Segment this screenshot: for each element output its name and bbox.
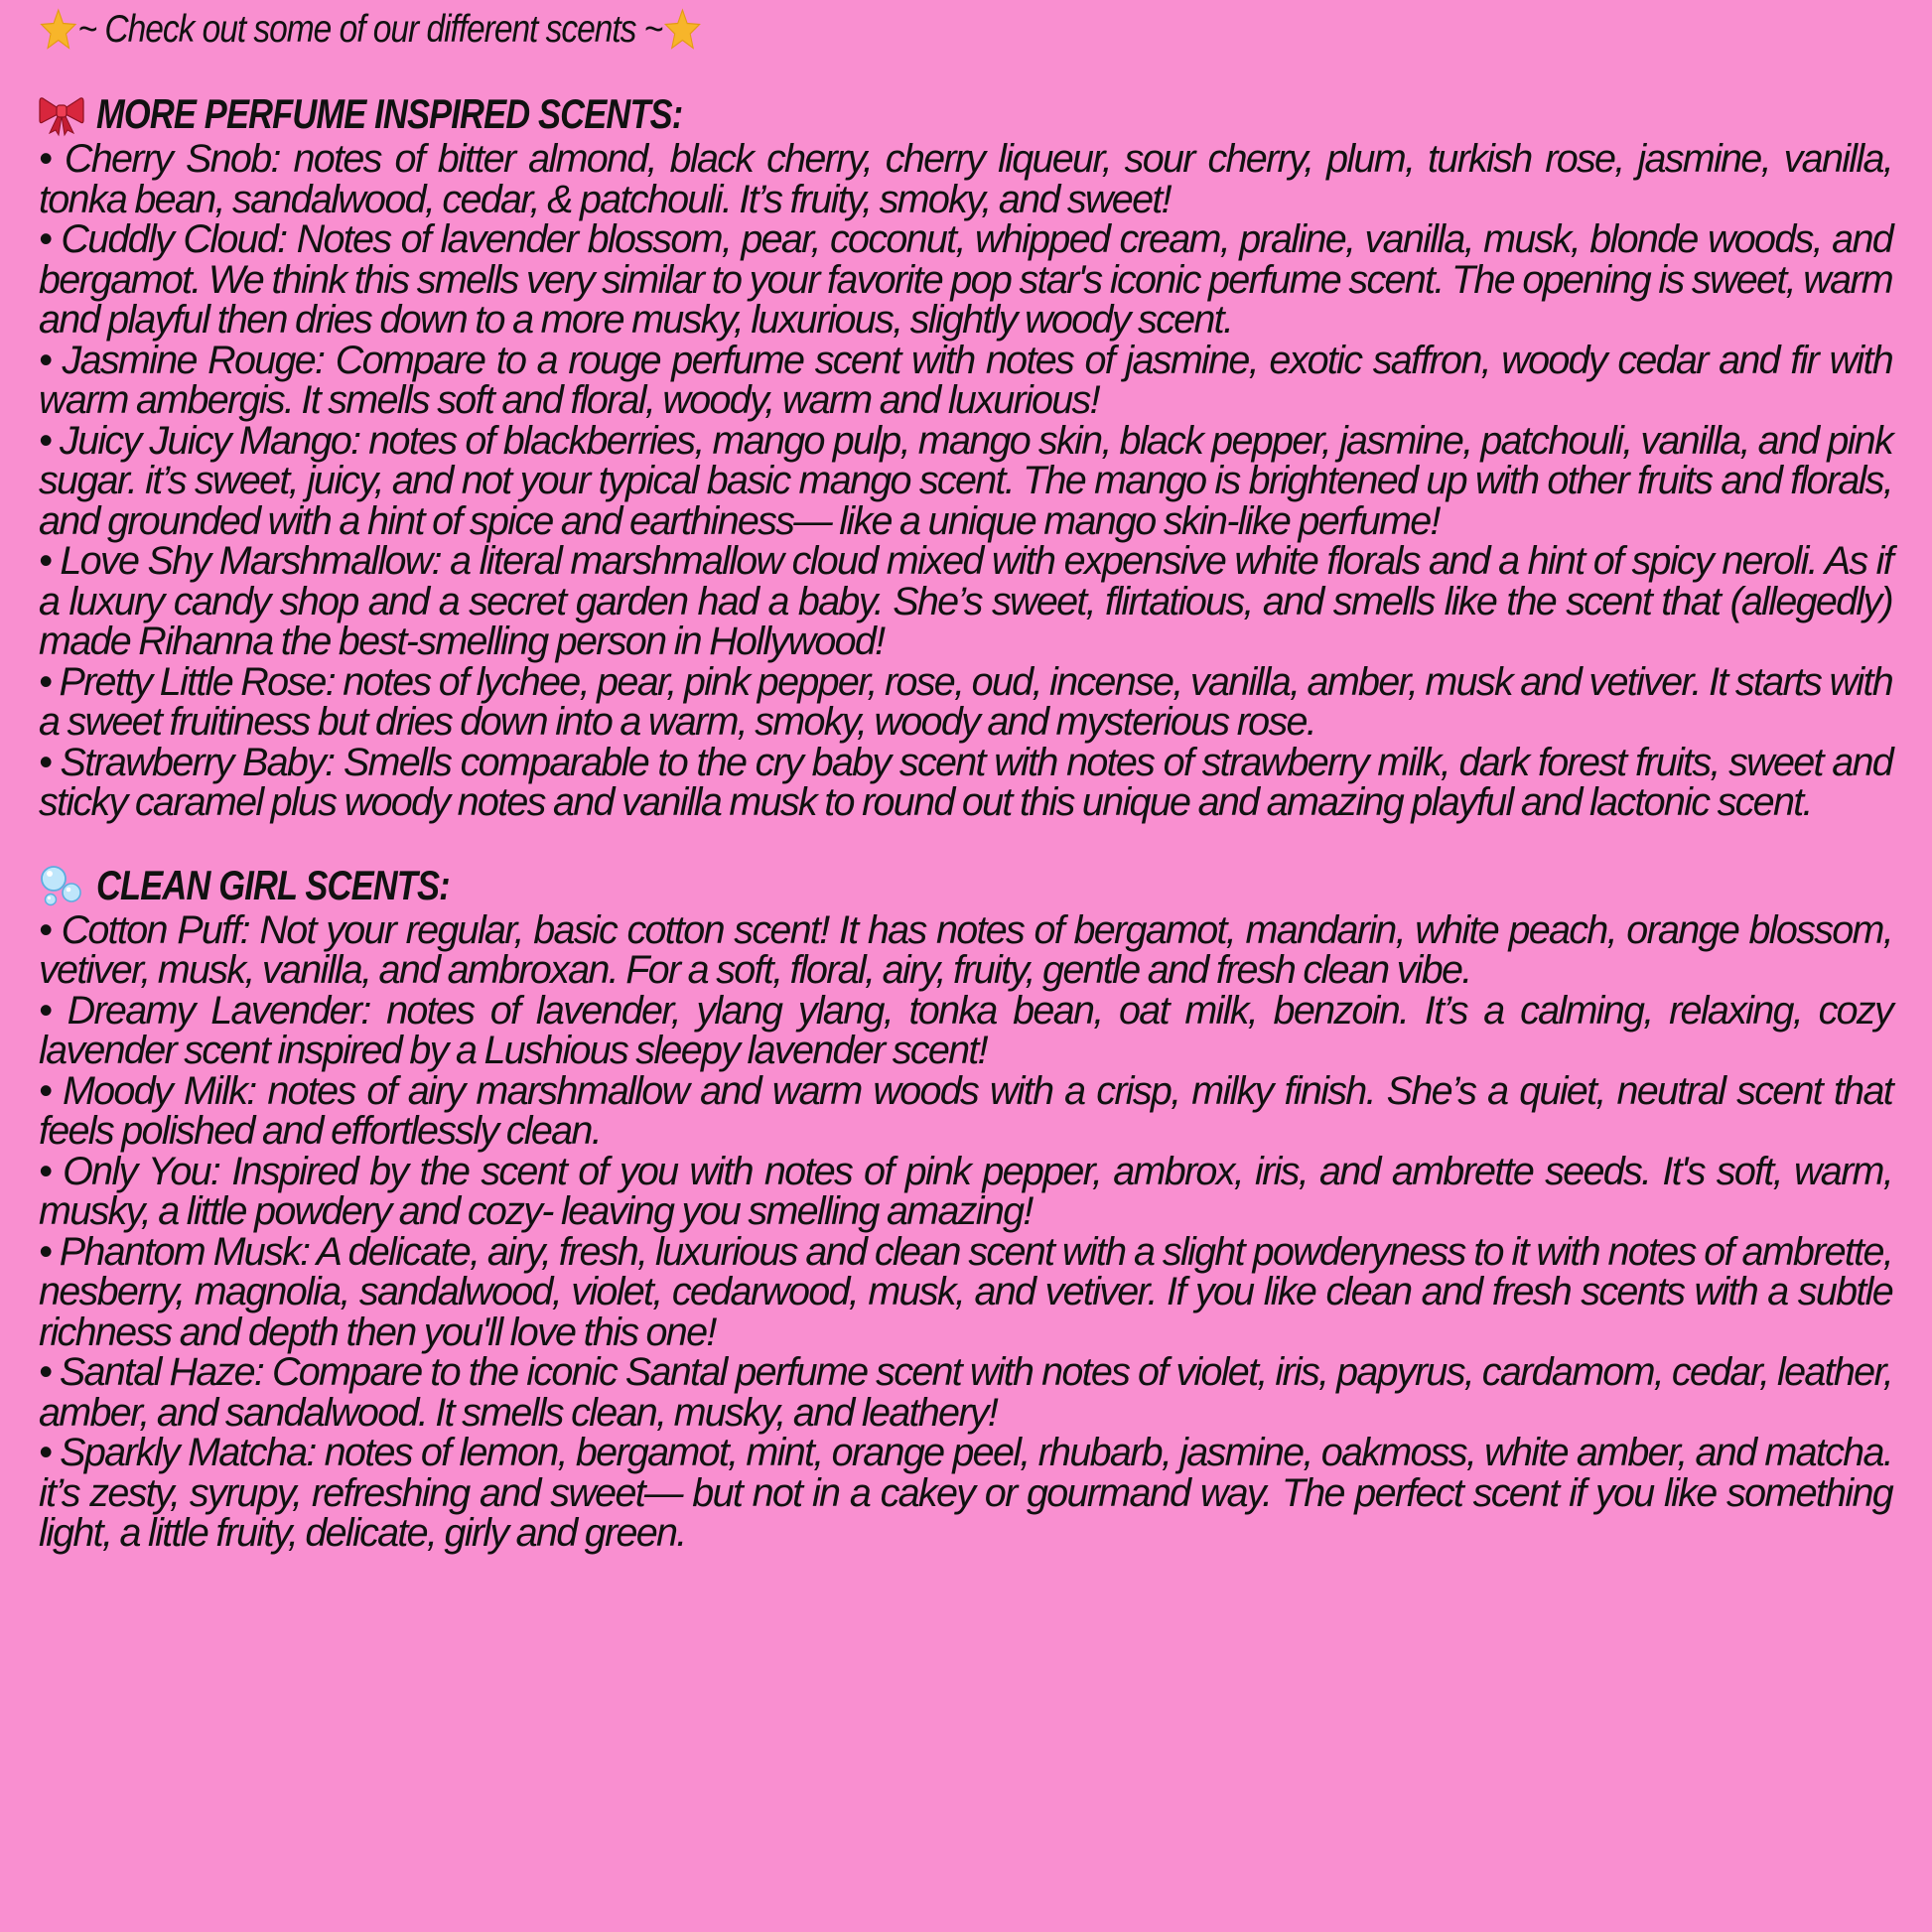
clean-girl-section bbox=[39, 863, 1892, 1554]
intro-line bbox=[39, 6, 1633, 54]
bubbles-icon bbox=[39, 863, 84, 908]
scent-item-juicy-juicy-mango: • Juicy Juicy Mango: notes of blackberries, mango pulp, mango skin, black pepper, jasmine, patchouli, vanilla, and pink sugar. it’s sweet, juicy, and not your typical basic mango scent. The mango is brightened up with other fruits and florals, and grounded with a hint of spice and earthiness— like a unique mango skin-like perfume! bbox=[39, 418, 1892, 543]
star-icon bbox=[662, 7, 702, 53]
section-heading bbox=[39, 863, 1892, 908]
perfume-inspired-section bbox=[39, 91, 1892, 823]
scent-item-dreamy-lavender: • Dreamy Lavender: notes of lavender, ylang ylang, tonka bean, oat milk, benzoin. It’s a calming, relaxing, cozy lavender scent inspired by a Lushious sleepy lavender scent! bbox=[39, 988, 1892, 1072]
bow-icon bbox=[39, 91, 84, 137]
section-title: CLEAN GIRL SCENTS: bbox=[96, 861, 450, 908]
scent-item-moody-milk: • Moody Milk: notes of airy marshmallow and warm woods with a crisp, milky finish. She’s a quiet, neutral scent that feels polished and effortlessly clean. bbox=[39, 1068, 1892, 1153]
scent-item-love-shy-marshmallow: • Love Shy Marshmallow: a literal marshmallow cloud mixed with expensive white florals and a hint of spicy neroli. As if a luxury candy shop and a secret garden had a baby. She’s sweet, flirtatious, and smells like the scent that (allegedly) made Rihanna the best-smelling person in Hollywood! bbox=[39, 539, 1892, 663]
scent-item-jasmine-rouge: • Jasmine Rouge: Compare to a rouge perfume scent with notes of jasmine, exotic saffron, woody cedar and fir with warm ambergis. It smells soft and floral, woody, warm and luxurious! bbox=[39, 338, 1892, 422]
scent-list bbox=[39, 907, 1892, 1555]
scent-list bbox=[39, 139, 1892, 823]
section-heading bbox=[39, 91, 1892, 137]
scent-item-cherry-snob: • Cherry Snob: notes of bitter almond, black cherry, cherry liqueur, sour cherry, plum, turkish rose, jasmine, vanilla, tonka bean, sandalwood, cedar, & patchouli. It’s fruity, smoky, and sweet! bbox=[39, 137, 1892, 221]
scent-item-sparkly-matcha: • Sparkly Matcha: notes of lemon, bergamot, mint, orange peel, rhubarb, jasmine, oakmoss, white amber, and matcha. it’s zesty, syrupy, refreshing and sweet— but not in a cakey or gourmand way. The perfect scent if you like something light, a little fruity, delicate, girly and green. bbox=[39, 1431, 1892, 1555]
scent-item-santal-haze: • Santal Haze: Compare to the iconic Santal perfume scent with notes of violet, iris, papyrus, cardamom, cedar, leather, amber, and sandalwood. It smells clean, musky, and leathery! bbox=[39, 1350, 1892, 1435]
scent-item-phantom-musk: • Phantom Musk: A delicate, airy, fresh, luxurious and clean scent with a slight powderyness to it with notes of ambrette, nesberry, magnolia, sandalwood, violet, cedarwood, musk, and vetiver. If you like clean and fresh scents with a subtle richness and depth then you'll love this one! bbox=[39, 1229, 1892, 1354]
scent-item-cotton-puff: • Cotton Puff: Not your regular, basic cotton scent! It has notes of bergamot, mandarin, white peach, orange blossom, vetiver, musk, vanilla, and ambroxan. For a soft, floral, airy, fruity, gentle and fresh clean vibe. bbox=[39, 907, 1892, 992]
scent-item-cuddly-cloud: • Cuddly Cloud: Notes of lavender blossom, pear, coconut, whipped cream, praline, vanilla, musk, blonde woods, and bergamot. We think this smells very similar to your favorite pop star's iconic perfume scent. The opening is sweet, warm and playful then dries down to a more musky, luxurious, slightly woody scent. bbox=[39, 217, 1892, 342]
scent-item-only-you: • Only You: Inspired by the scent of you with notes of pink pepper, ambrox, iris, and ambrette seeds. It's soft, warm, musky, a little powdery and cozy- leaving you smelling amazing! bbox=[39, 1149, 1892, 1233]
scent-item-strawberry-baby: • Strawberry Baby: Smells comparable to the cry baby scent with notes of strawberry milk, dark forest fruits, sweet and sticky caramel plus woody notes and vanilla musk to round out this unique and amazing playful and lactonic scent. bbox=[39, 740, 1892, 824]
section-title: MORE PERFUME INSPIRED SCENTS: bbox=[96, 90, 683, 137]
scent-item-pretty-little-rose: • Pretty Little Rose: notes of lychee, pear, pink pepper, rose, oud, incense, vanilla, amber, musk and vetiver. It starts with a sweet fruitiness but dries down into a warm, smoky, woody and mysterious rose. bbox=[39, 659, 1892, 744]
star-icon bbox=[39, 7, 78, 53]
intro-text: ~ Check out some of our different scents ~ bbox=[77, 8, 663, 51]
